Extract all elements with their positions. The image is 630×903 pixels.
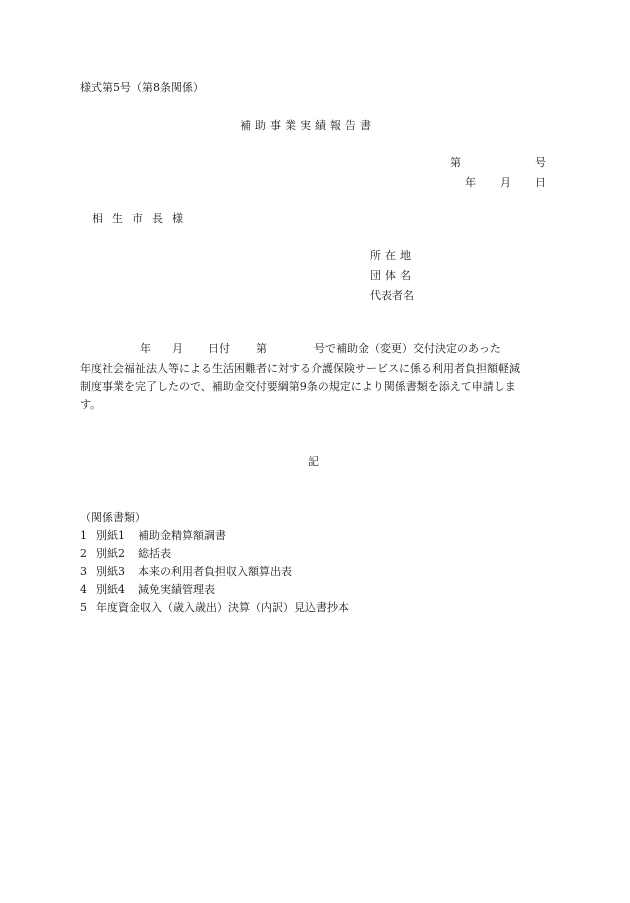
applicant-address-label: 所在地 xyxy=(370,249,415,262)
date-day-label: 日 xyxy=(535,176,546,189)
body-line-3: 制度事業を完了したので、補助金交付要綱第9条の規定により関係書類を添えて申請しま xyxy=(80,380,516,393)
document-item-name: 本来の利用者負担収入額算出表 xyxy=(138,565,292,578)
applicant-organization-label: 団体名 xyxy=(370,269,415,282)
body-date-label: 日付 xyxy=(208,342,230,355)
document-item-sheet: 別紙2 xyxy=(96,547,125,560)
document-item-name: 年度資金収入（歳入歳出）決算（内訳）見込書抄本 xyxy=(96,601,349,614)
related-documents-heading: （関係書類） xyxy=(80,511,146,524)
document-item xyxy=(80,566,292,577)
document-title: 補助事業実績報告書 xyxy=(240,119,375,132)
form-number: 様式第5号（第8条関係） xyxy=(80,81,204,94)
document-item-number: 3 xyxy=(80,565,87,578)
applicant-representative-label: 代表者名 xyxy=(370,289,414,302)
date-month-label: 月 xyxy=(500,176,511,189)
body-year-label: 年 xyxy=(140,342,151,355)
document-item xyxy=(80,530,226,541)
document-item-number: 5 xyxy=(80,601,87,614)
document-item-number: 1 xyxy=(80,529,87,542)
date-year-label: 年 xyxy=(465,176,476,189)
document-item-sheet: 別紙4 xyxy=(96,583,125,596)
document-item xyxy=(80,548,171,559)
body-line-2: 年度社会福祉法人等による生活困難者に対する介護保険サービスに係る利用者負担額軽減 xyxy=(80,362,520,375)
ki-heading: 記 xyxy=(308,455,319,468)
body-dai-label: 第 xyxy=(256,342,267,355)
reference-go: 号 xyxy=(535,156,546,169)
document-item-name: 総括表 xyxy=(138,547,171,560)
document-item xyxy=(80,602,349,613)
document-item-sheet: 別紙3 xyxy=(96,565,125,578)
document-item xyxy=(80,584,215,595)
body-line-4: す。 xyxy=(80,398,102,411)
addressee: 相生市長様 xyxy=(92,212,192,225)
document-item-name: 補助金精算額調書 xyxy=(138,529,226,542)
document-item-number: 2 xyxy=(80,547,87,560)
document-item-number: 4 xyxy=(80,583,87,596)
body-month-label: 月 xyxy=(172,342,183,355)
document-item-name: 減免実績管理表 xyxy=(138,583,215,596)
reference-dai: 第 xyxy=(450,156,461,169)
body-line-1-text: 号で補助金（変更）交付決定のあった xyxy=(314,342,501,355)
document-item-sheet: 別紙1 xyxy=(96,529,125,542)
